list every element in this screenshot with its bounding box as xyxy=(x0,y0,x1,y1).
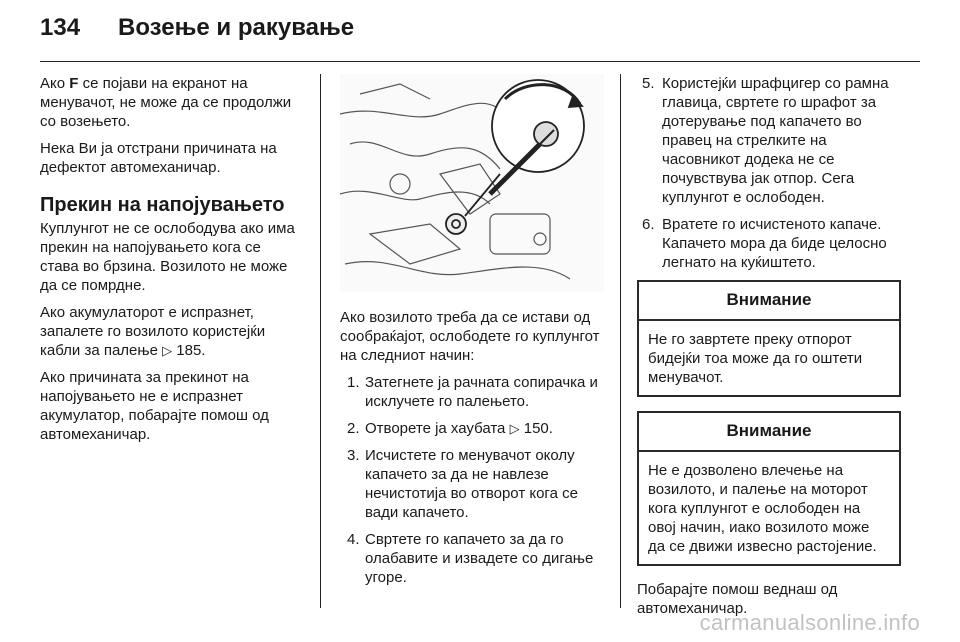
column-right xyxy=(637,74,901,626)
watermark: carmanualsonline.info xyxy=(699,610,920,635)
list-item: 2. Отворете ја хаубата ▷ 150. xyxy=(347,420,553,437)
steps-list-2 xyxy=(637,74,901,272)
triangle-pointer-icon: ▷ xyxy=(162,343,173,358)
list-item: 5. Користејќи шрафцигер со рамна главица, свртете го шрафот за дотерување под капачето во правец на стрелките на часовникот додека не се почувствува јак отпор. Сега куплунгот е ослободен. xyxy=(642,75,889,206)
column-divider-2 xyxy=(620,74,621,608)
page-ref-185[interactable]: 185. xyxy=(172,342,206,359)
paragraph-f-indicator: Ако F се појави на екранот на менувачот, не може да се продолжи со возењето. xyxy=(40,75,292,130)
page-ref-150[interactable]: 150. xyxy=(519,420,553,437)
caution-box-2 xyxy=(637,411,901,566)
list-item: 6. Вратете го исчистеното капаче. Капачето мора да биде целосно легнато на куќиштето. xyxy=(642,216,887,271)
caution-text: Не е дозволено влечење на возилото, и палење на моторот кога куплунгот е ослободен на овој начин, иако возилото може да се движи извесно растојение. xyxy=(648,462,877,555)
steps-list-1 xyxy=(340,373,604,587)
triangle-pointer-icon: ▷ xyxy=(509,421,520,436)
paragraph-cause: Ако причината за прекинот на напојувањето не е испразнет акумулатор, побарајте помош од автомеханичар. xyxy=(40,369,269,443)
caution-title: Внимание xyxy=(639,413,899,452)
header-rule xyxy=(40,61,920,62)
engine-illustration xyxy=(340,74,604,292)
column-middle xyxy=(340,74,604,595)
page-number: 134 xyxy=(40,14,81,41)
paragraph-clutch: Куплунгот не се ослободува ако има прекин на напојувањето кога се става во брзина. Возилото не може да се помрдне. xyxy=(40,220,295,294)
page-title: Возење и ракување xyxy=(118,14,355,41)
paragraph-outro: Побарајте помош веднаш од автомеханичар. xyxy=(637,581,838,617)
column-divider-1 xyxy=(320,74,321,608)
page-header xyxy=(40,14,354,50)
f-letter: F xyxy=(69,75,79,92)
list-item: 3. Исчистете го менувачот околу капачето за да не навлезе нечистотија во отворот кога се вади капачето. xyxy=(347,447,578,521)
paragraph-battery: Ако акумулаторот е испразнет, запалете го возилото користејќи кабли за палење ▷ 185. xyxy=(40,304,266,359)
engine-illustration-svg xyxy=(340,74,604,292)
paragraph-mechanic: Нека Ви ја отстрани причината на дефектот автомеханичар. xyxy=(40,140,277,176)
section-heading: Прекин на напојувањето xyxy=(40,194,285,216)
caution-text: Не го завртете преку отпорот бидејќи тоа може да го оштети менувачот. xyxy=(648,331,863,386)
column-left xyxy=(40,74,302,452)
caution-box-1 xyxy=(637,280,901,397)
list-item: 4. Свртете го капачето за да го олабавите и извадете со дигање угоре. xyxy=(347,531,594,586)
caution-title: Внимание xyxy=(639,282,899,321)
paragraph-release-intro: Ако возилото треба да се истави од сообраќајот, ослободете го куплунгот на следниот начин: xyxy=(340,309,600,364)
list-item: 1. Затегнете ја рачната сопирачка и исклучете го палењето. xyxy=(347,374,598,410)
